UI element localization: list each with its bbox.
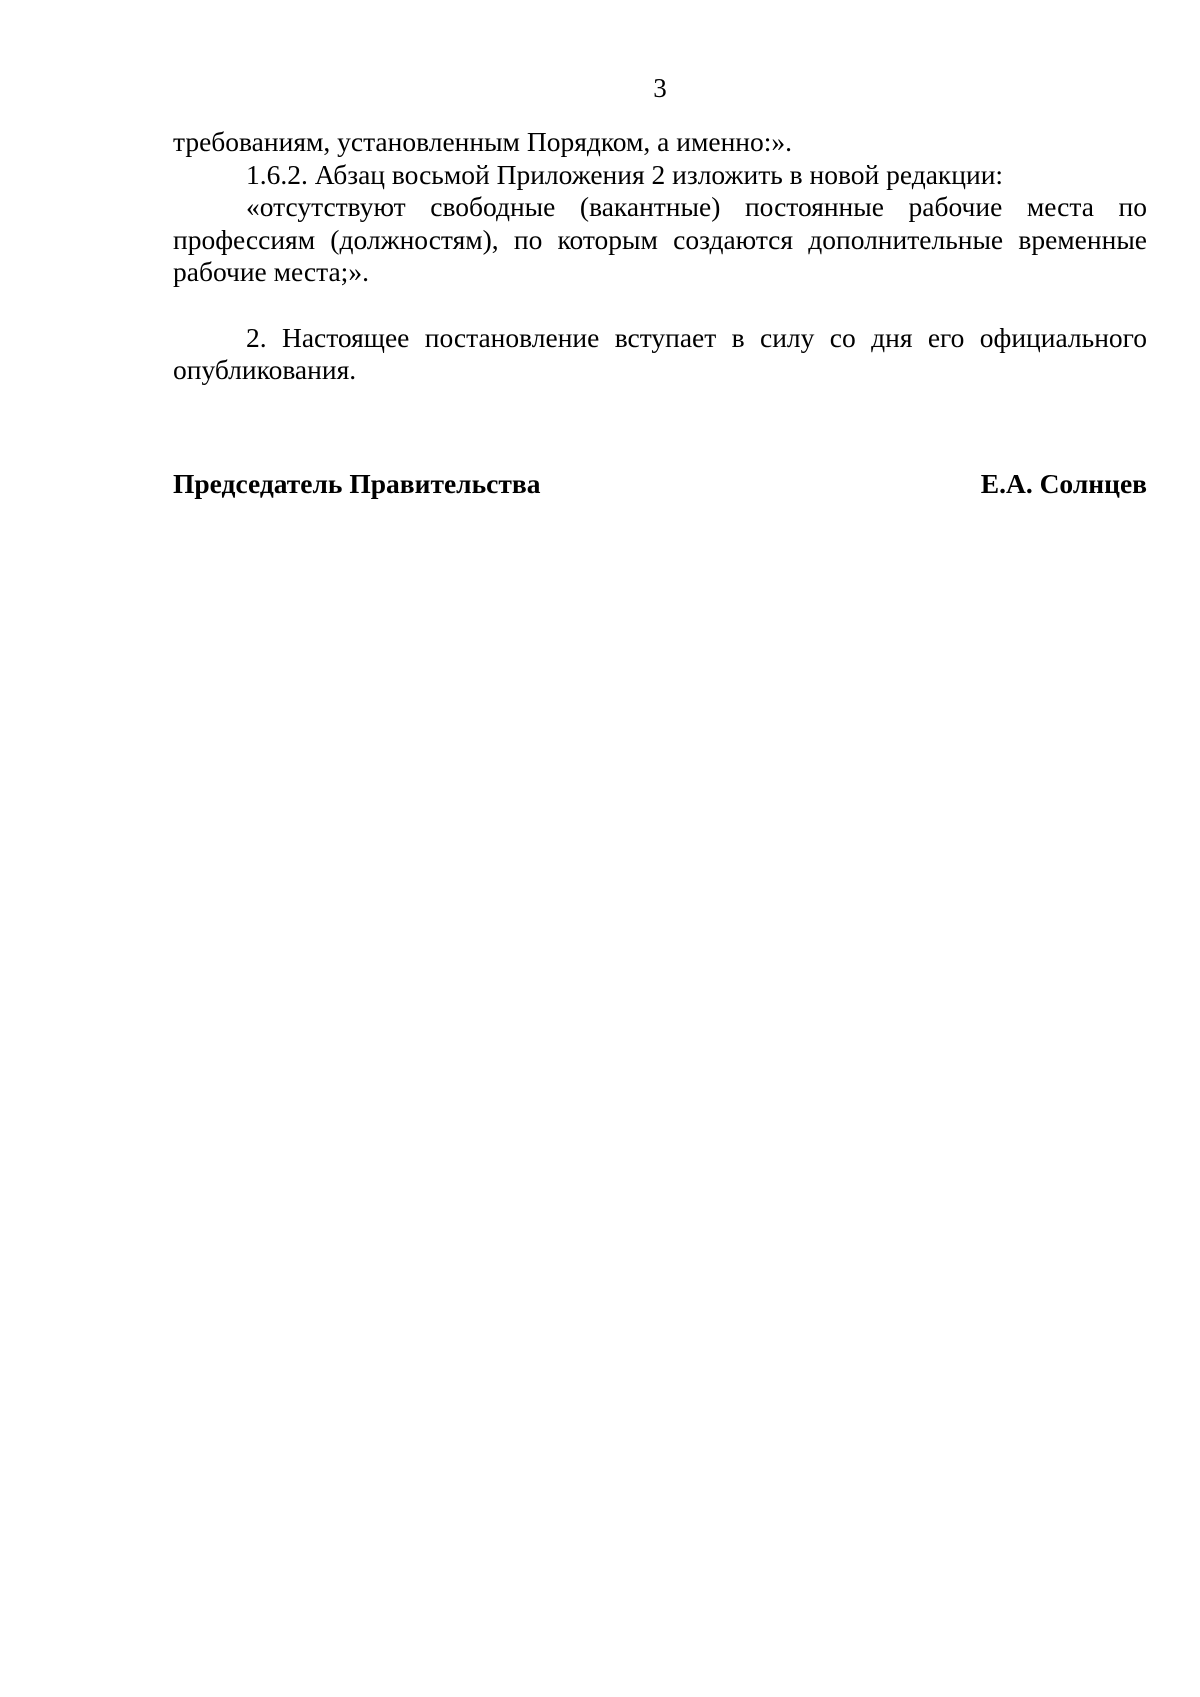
signature-block bbox=[173, 468, 1147, 500]
paragraph-quoted-text: «отсутствуют свободные (вакантные) постоянные рабочие места по профессиям (должностям), по которым создаются дополнительные временные рабочие места;». bbox=[173, 191, 1147, 288]
page-number: 3 bbox=[653, 73, 667, 103]
document-body bbox=[173, 126, 1147, 387]
paragraph-2-effective-date: 2. Настоящее постановление вступает в силу со дня его официального опубликования. bbox=[173, 321, 1147, 386]
signatory-name: Е.А. Солнцев bbox=[980, 468, 1147, 499]
paragraph-1-6-2: 1.6.2. Абзац восьмой Приложения 2 изложить в новой редакции: bbox=[246, 158, 1004, 190]
paragraph-continuation: требованиям, установленным Порядком, а именно:». bbox=[173, 126, 793, 157]
signatory-position: Председатель Правительства bbox=[173, 468, 541, 499]
